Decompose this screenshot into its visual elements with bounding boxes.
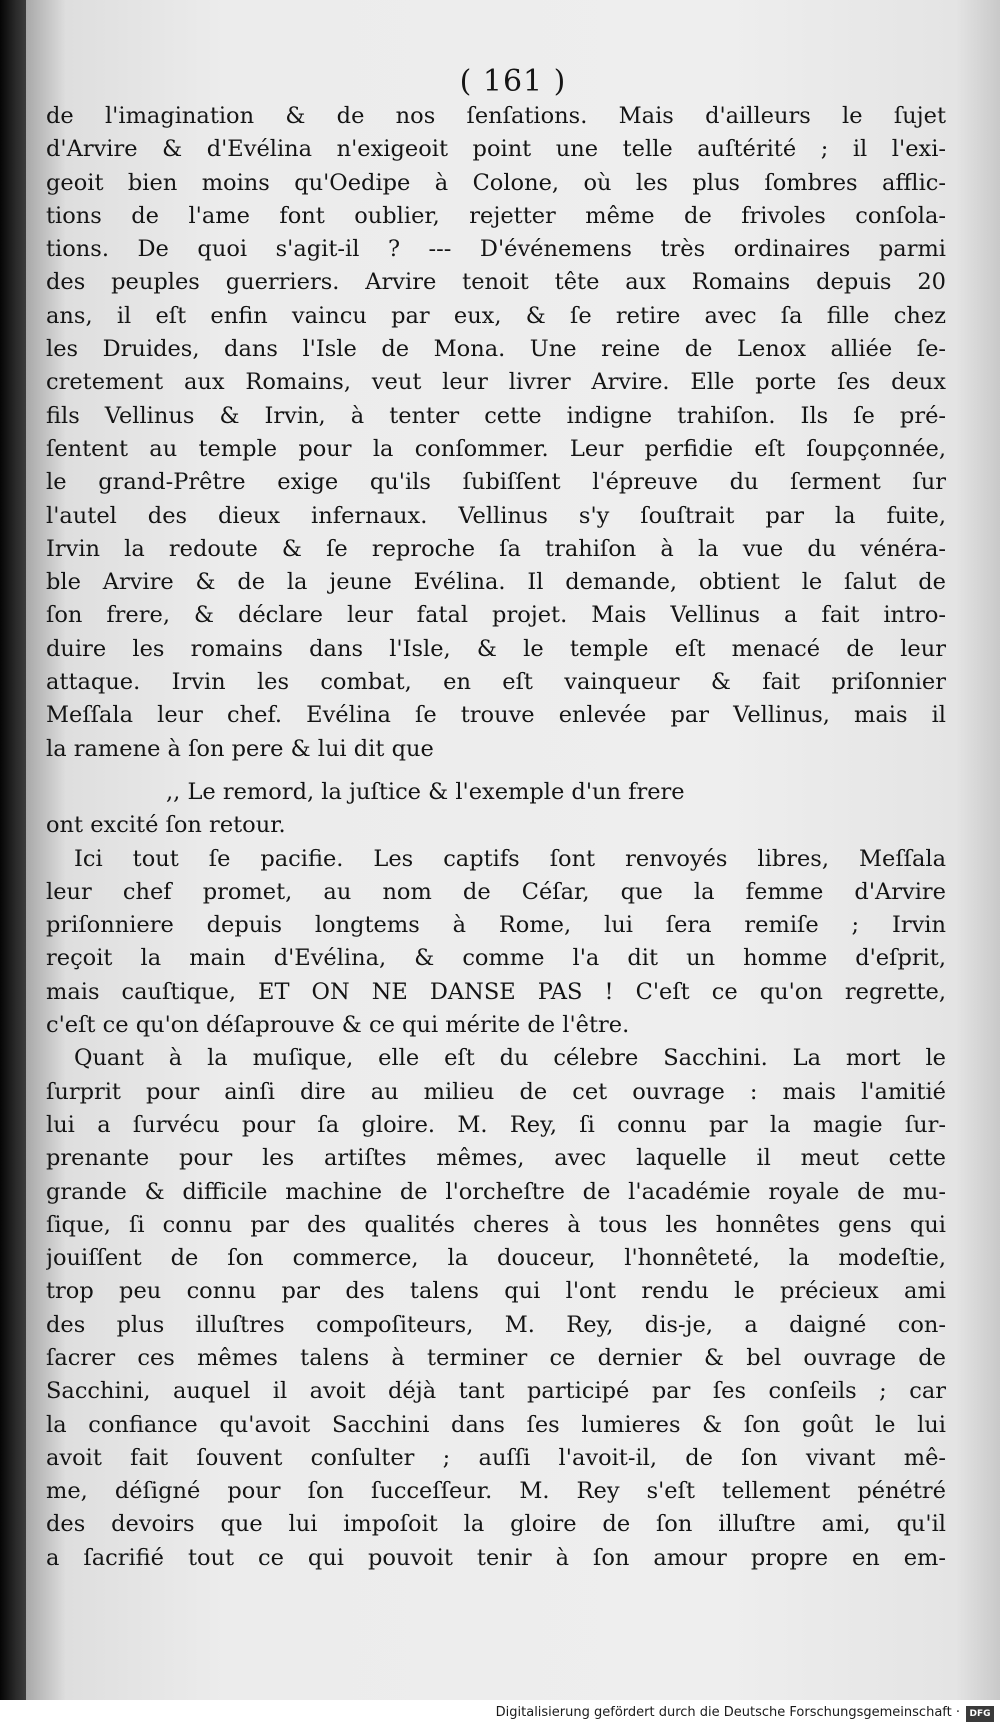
text-line: avoit fait ſouvent conſulter ; auſſi l'avoit-il, de ſon vivant mê- [46,1444,946,1471]
text-line: des devoirs que lui impoſoit la gloire de ſon illuſtre ami, qu'il [46,1511,946,1538]
text-line: de l'imagination & de nos ſenſations. Mais d'ailleurs le ſujet [46,103,946,129]
text-line: tions. De quoi s'agit-il ? --- D'événemens très ordinaires parmi [46,236,946,263]
text-line: Sacchini, auquel il avoit déjà tant participé par ſes conſeils ; car [46,1378,946,1405]
text-line: fils Vellinus & Irvin, à tenter cette indigne trahiſon. Ils ſe pré- [46,402,946,429]
text-line: la confiance qu'avoit Sacchini dans ſes lumieres & ſon goût le lui [46,1411,946,1438]
text-line: les Druides, dans l'Isle de Mona. Une reine de Lenox alliée ſe- [46,336,946,363]
text-line: le grand-Prêtre exige qu'ils ſubiſſent l'épreuve du ſerment ſur [46,469,946,496]
text-line: grande & difficile machine de l'orcheſtre de l'académie royale de mu- [46,1178,946,1205]
page-number: ( 161 ) [459,64,567,99]
text-line: priſonniere depuis longtems à Rome, lui ſera remiſe ; Irvin [46,912,946,939]
text-line: Quant à la muſique, elle eſt du célebre Sacchini. La mort le [74,1045,946,1072]
text-line: ſentent au temple pour la conſommer. Leur perfidie eſt ſoupçonnée, [46,435,946,462]
page-body [46,100,946,1575]
text-line: Ici tout ſe pacifie. Les captifs ſont renvoyés libres, Meſſala [74,845,946,872]
spacer [46,766,946,776]
text-line: reçoit la main d'Evélina, & comme l'a dit un homme d'eſprit, [46,945,946,972]
funding-notice: Digitalisierung gefördert durch die Deutsche Forschungsgemeinschaft · [495,1705,960,1720]
text-line: a ſacrifié tout ce qui pouvoit tenir à ſon amour propre en em- [46,1544,946,1571]
text-line: duire les romains dans l'Isle, & le temple eſt menacé de leur [46,635,946,662]
text-line: trop peu connu par des talens qui l'ont rendu le précieux ami [46,1278,946,1305]
text-line: lui a ſurvécu pour ſa gloire. M. Rey, ſi connu par la magie ſur- [46,1111,946,1138]
text-line: ſique, ſi connu par des qualités cheres à tous les honnêtes gens qui [46,1211,946,1238]
text-line: Meſſala leur chef. Evélina ſe trouve enlevée par Vellinus, mais il [46,702,946,729]
digitization-footer [0,1700,1000,1730]
text-line: des plus illuſtres compoſiteurs, M. Rey, dis-je, a daigné con- [46,1311,946,1338]
text-line: c'eſt ce qu'on déſaprouve & ce qui mérite de l'être. [46,1012,630,1039]
text-line: attaque. Irvin les combat, en eſt vainqueur & fait priſonnier [46,669,946,696]
quotation-line: ,, Le remord, la juſtice & l'exemple d'un frere [166,778,685,805]
text-line: geoit bien moins qu'Oedipe à Colone, où les plus ſombres afflic- [46,169,946,196]
book-page [26,0,1000,1700]
text-line: ſurprit pour ainſi dire au milieu de cet ouvrage : mais l'amitié [46,1078,946,1105]
text-line: prenante pour les artiſtes mêmes, avec laquelle il meut cette [46,1145,946,1172]
dfg-logo: DFG [966,1706,994,1722]
text-line: ſacrer ces mêmes talens à terminer ce dernier & bel ouvrage de [46,1344,946,1371]
text-line: la ramene à ſon pere & lui dit que [46,735,434,762]
text-line: me, déſigné pour ſon ſucceſſeur. M. Rey s'eſt tellement pénétré [46,1478,946,1505]
text-line: d'Arvire & d'Evélina n'exigeoit point une telle auſtérité ; il l'exi- [46,136,946,163]
book-spine-shadow [0,0,26,1730]
text-line: jouiſſent de ſon commerce, la douceur, l'honnêteté, la modeſtie, [46,1245,946,1272]
text-line: mais cauſtique, ET ON NE DANSE PAS ! C'eſt ce qu'on regrette, [46,978,946,1005]
text-line: l'autel des dieux infernaux. Vellinus s'y ſouſtrait par la fuite, [46,502,946,529]
text-line: ans, il eſt enfin vaincu par eux, & ſe retire avec ſa fille chez [46,302,946,329]
text-line: des peuples guerriers. Arvire tenoit tête aux Romains depuis 20 [46,269,946,296]
text-line: ſon frere, & déclare leur fatal projet. Mais Vellinus a fait intro- [46,602,946,629]
text-line: Irvin la redoute & ſe reproche ſa trahiſon à la vue du vénéra- [46,535,946,562]
text-line: leur chef promet, au nom de Céſar, que la femme d'Arvire [46,878,946,905]
text-line: tions de l'ame font oublier, rejetter même de frivoles conſola- [46,202,946,229]
text-line: ble Arvire & de la jeune Evélina. Il demande, obtient le ſalut de [46,569,946,596]
text-line: ont excité ſon retour. [46,812,286,839]
text-line: cretement aux Romains, veut leur livrer Arvire. Elle porte ſes deux [46,369,946,396]
